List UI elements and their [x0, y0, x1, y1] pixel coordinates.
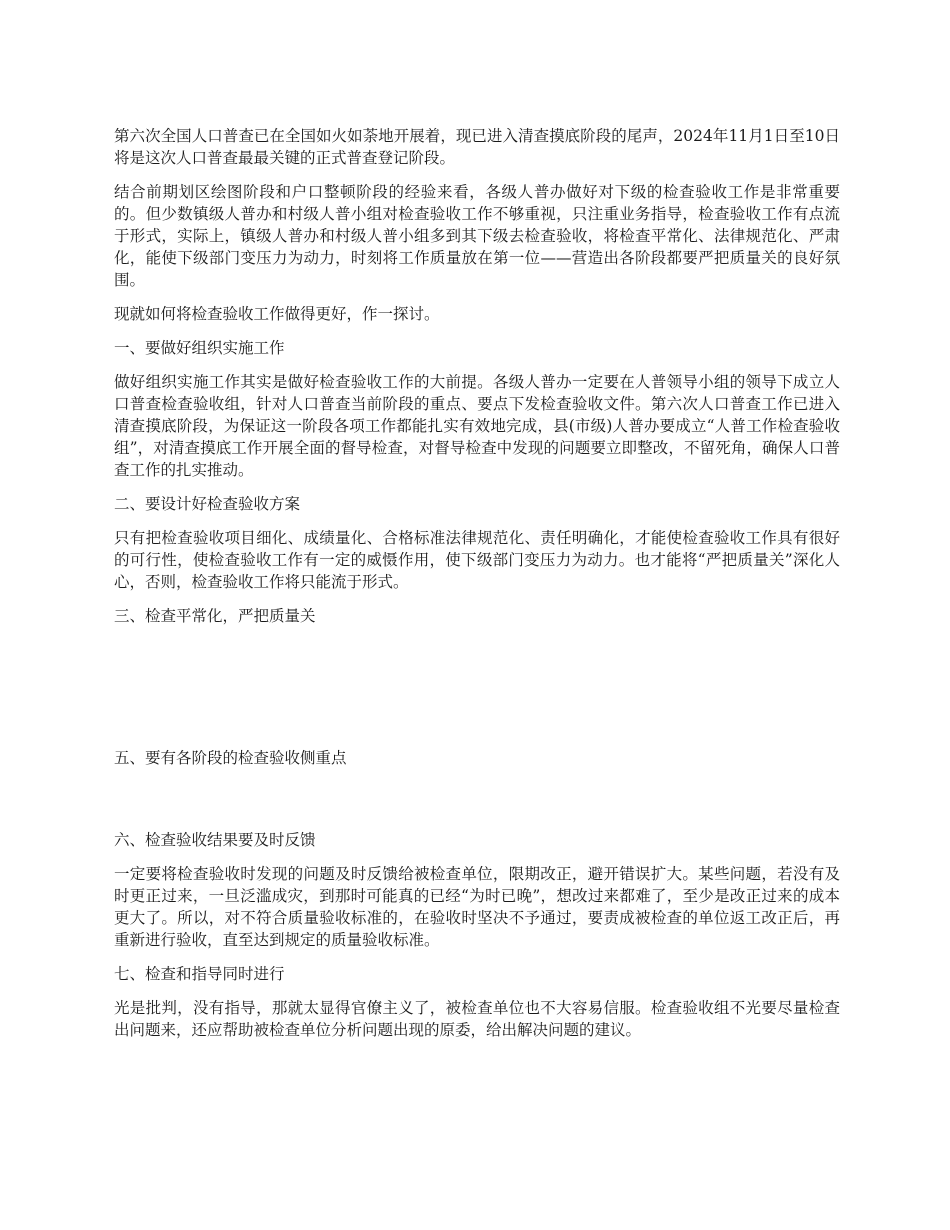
- section-heading-1: 一、要做好组织实施工作: [114, 339, 285, 357]
- intro-paragraph: 第六次全国人口普查已在全国如火如荼地开展着，现已进入清查摸底阶段的尾声，2024年11月1日至10日将是这次人口普查最最关键的正式普查登记阶段。: [114, 127, 840, 167]
- section-heading-3: 三、检查平常化，严把质量关: [114, 607, 316, 625]
- purpose-paragraph: 现就如何将检查验收工作做得更好，作一探讨。: [114, 305, 440, 323]
- section-heading-5: 五、要有各阶段的检查验收侧重点: [114, 749, 347, 767]
- section-2-paragraph: 只有把检查验收项目细化、成绩量化、合格标准法律规范化、责任明确化，才能使检查验收工作具有很好的可行性，使检查验收工作有一定的威慑作用，使下级部门变压力为动力。也才能将“严把质量关”深化人心，否则，检查验收工作将只能流于形式。: [114, 529, 840, 591]
- blank-space: [114, 781, 840, 829]
- section-heading-6: 六、检查验收结果要及时反馈: [114, 831, 316, 849]
- section-heading-7: 七、检查和指导同时进行: [114, 965, 285, 983]
- context-paragraph: 结合前期划区绘图阶段和户口整顿阶段的经验来看，各级人普办做好对下级的检查验收工作是非常重要的。但少数镇级人普办和村级人普小组对检查验收工作不够重视，只注重业务指导，检查验收工作有点流于形式，实际上，镇级人普办和村级人普小组多到其下级去检查验收，将检查平常化、法律规范化、严肃化，能使下级部门变压力为动力，时刻将工作质量放在第一位——营造出各阶段都要严把质量关的良好氛围。: [114, 183, 840, 289]
- section-6-paragraph: 一定要将检查验收时发现的问题及时反馈给被检查单位，限期改正，避开错误扩大。某些问题，若没有及时更正过来，一旦泛滥成灾，到那时可能真的已经“为时已晚”，想改过来都难了，至少是改正过来的成本更大了。所以，对不符合质量验收标准的，在验收时坚决不予通过，要责成被检查的单位返工改正后，再重新进行验收，直至达到规定的质量验收标准。: [114, 865, 840, 949]
- blank-space: [114, 639, 840, 747]
- section-7-paragraph: 光是批判，没有指导，那就太显得官僚主义了，被检查单位也不大容易信服。检查验收组不光要尽量检查出问题来，还应帮助被检查单位分析问题出现的原委，给出解决问题的建议。: [114, 999, 840, 1039]
- document-body: [114, 125, 840, 1053]
- section-1-paragraph: 做好组织实施工作其实是做好检查验收工作的大前提。各级人普办一定要在人普领导小组的领导下成立人口普查检查验收组，针对人口普查当前阶段的重点、要点下发检查验收文件。第六次人口普查工作已进入清查摸底阶段，为保证这一阶段各项工作都能扎实有效地完成，县(市级)人普办要成立“人普工作检查验收组”，对清查摸底工作开展全面的督导检查，对督导检查中发现的问题要立即整改，不留死角，确保人口普查工作的扎实推动。: [114, 373, 840, 479]
- section-heading-2: 二、要设计好检查验收方案: [114, 495, 301, 513]
